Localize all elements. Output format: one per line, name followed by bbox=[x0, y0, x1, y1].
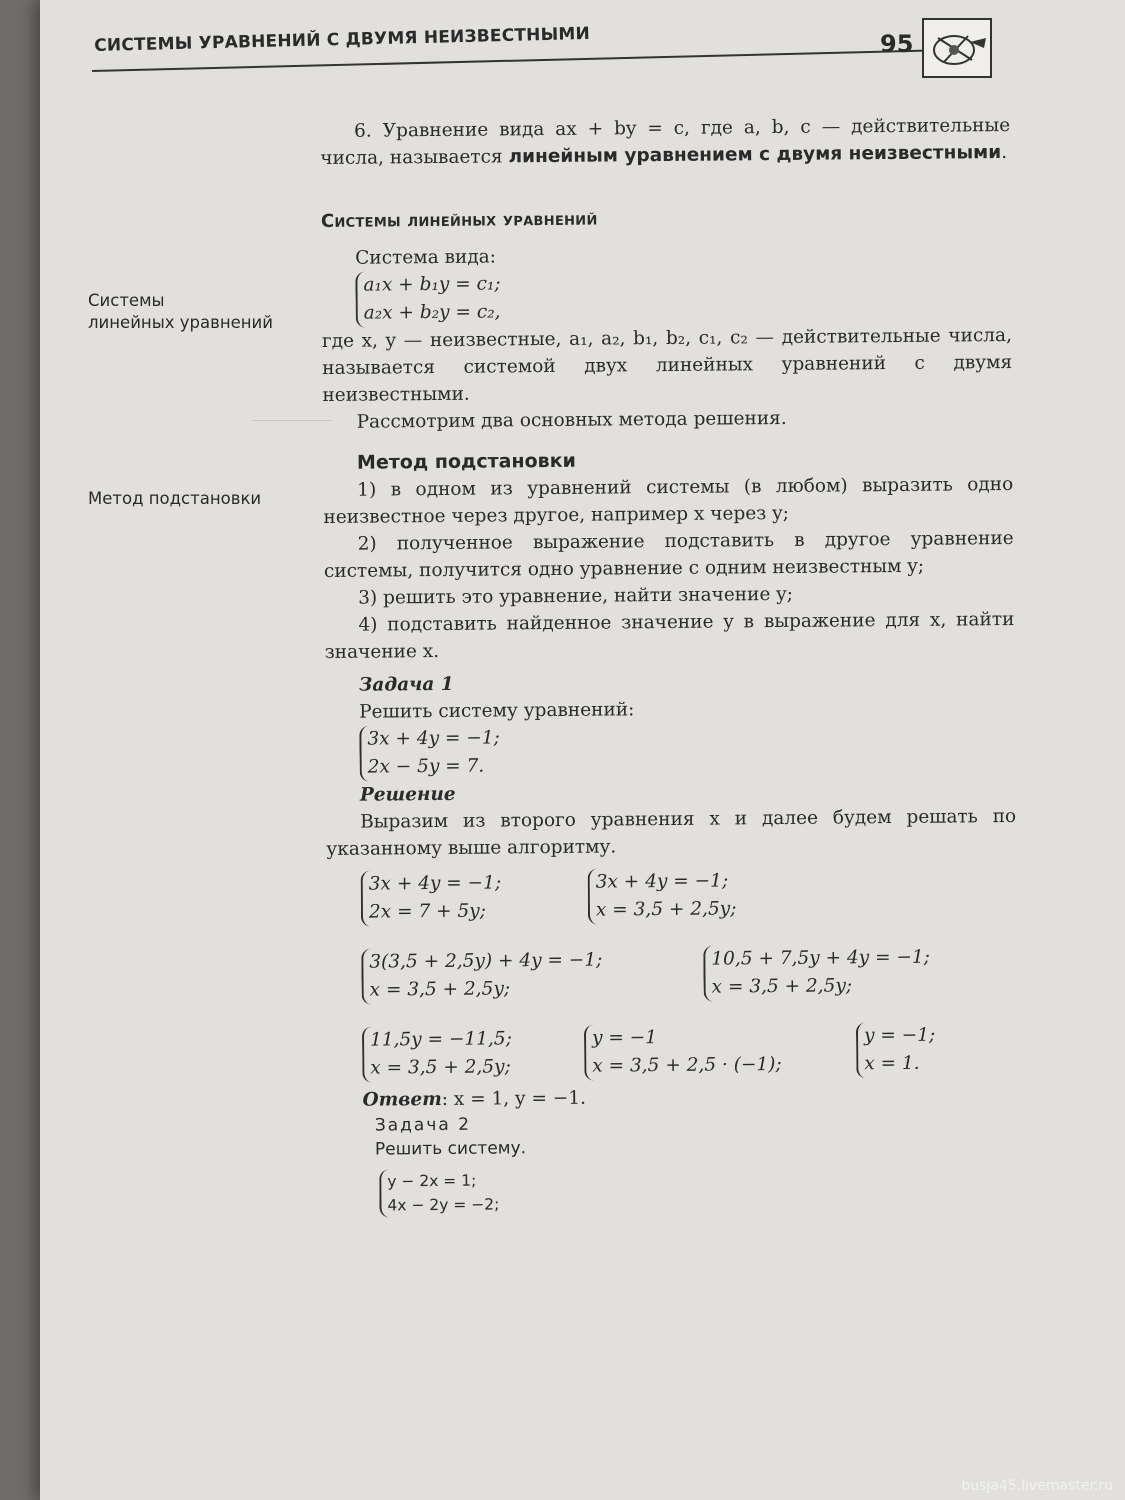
answer-label: Ответ bbox=[362, 1088, 442, 1111]
equation: y − 2x = 1; bbox=[387, 1171, 477, 1191]
item-6 bbox=[320, 112, 1010, 172]
step-2: 2) полученное выражение подставить в другое уравнение системы, получится одно уравнение с одним неизвестным y; bbox=[323, 527, 1014, 582]
method-title: Метод подстановки bbox=[356, 449, 576, 474]
running-head: СИСТЕМЫ УРАВНЕНИЙ С ДВУМЯ НЕИЗВЕСТНЫМИ bbox=[94, 23, 591, 56]
general-system bbox=[355, 270, 501, 327]
equation: y = −1 bbox=[591, 1027, 658, 1049]
equation: 3x + 4y = −1; bbox=[367, 727, 500, 750]
margin-note-line: Системы bbox=[88, 291, 165, 310]
equation: x = 3,5 + 2,5 · (−1); bbox=[592, 1054, 782, 1077]
equation: 10,5 + 7,5y + 4y = −1; bbox=[711, 946, 931, 970]
equation: 3x + 4y = −1; bbox=[368, 872, 502, 895]
main-text bbox=[320, 112, 1020, 1218]
equation: 4x − 2y = −2; bbox=[387, 1195, 500, 1215]
solution-system bbox=[584, 1022, 842, 1080]
solution-text: Выразим из второго уравнения x и далее будем решать по указанному выше алгоритму. bbox=[326, 805, 1017, 860]
solution-row-2 bbox=[327, 943, 1017, 1005]
page-number: 95 bbox=[880, 30, 914, 58]
bleed-through bbox=[252, 420, 332, 461]
step-4: 4) подставить найденное значение y в выражение для x, найти значение x. bbox=[324, 608, 1015, 663]
solution-title: Решение bbox=[359, 783, 456, 806]
margin-note-substitution: Метод подстановки bbox=[88, 489, 262, 508]
equation: x = 1. bbox=[864, 1052, 920, 1075]
task-2-system bbox=[379, 1168, 499, 1217]
solution-row-1 bbox=[327, 865, 1017, 927]
equation: 2x − 5y = 7. bbox=[367, 755, 485, 778]
solution-system bbox=[588, 867, 737, 924]
equation: x = 3,5 + 2,5y; bbox=[370, 1056, 511, 1079]
chapter-emblem-icon bbox=[922, 18, 992, 78]
equation: 3x + 4y = −1; bbox=[595, 870, 729, 893]
step-3: 3) решить это уравнение, найти значение y; bbox=[358, 583, 794, 609]
equation: 11,5y = −11,5; bbox=[369, 1028, 512, 1051]
equation: x = 3,5 + 2,5y; bbox=[595, 898, 737, 921]
solution-system bbox=[361, 946, 689, 1005]
solution-system bbox=[362, 1025, 570, 1083]
section-title: Системы линейных уравнений bbox=[320, 208, 598, 232]
task-2-title: Задача 2 bbox=[374, 1114, 472, 1136]
equation: x = 3,5 + 2,5y; bbox=[711, 975, 853, 998]
item-6-bold-term: линейным уравнением с двумя неизвестными bbox=[508, 142, 1002, 168]
methods-intro: Рассмотрим два основных метода решения. bbox=[356, 407, 787, 433]
item-6-end: . bbox=[1001, 142, 1008, 164]
general-description: где x, y — неизвестные, a₁, a₂, b₁, b₂, c₁, c₂ — действительные числа, называется системой двух линейных уравнений с двумя неизвестными. bbox=[321, 324, 1013, 406]
solution-system bbox=[703, 944, 930, 1002]
equation: 3(3,5 + 2,5y) + 4y = −1; bbox=[369, 949, 603, 973]
equation: y = −1; bbox=[863, 1024, 936, 1047]
task-1-text: Решить систему уравнений: bbox=[359, 699, 635, 723]
equation: a₂x + b₂y = c₂, bbox=[363, 301, 501, 324]
task-2-text: Решить систему. bbox=[374, 1138, 527, 1160]
item-6-text: 6. Уравнение вида ax + by = c, где a, b, c — действительные числа, называется bbox=[320, 114, 1011, 169]
answer-value: : x = 1, y = −1. bbox=[441, 1087, 587, 1110]
system-intro: Система вида: bbox=[355, 246, 497, 269]
task-2 bbox=[375, 1108, 1020, 1218]
equation: a₁x + b₁y = c₁; bbox=[363, 273, 501, 296]
equation: 2x = 7 + 5y; bbox=[368, 900, 486, 923]
equation: x = 3,5 + 2,5y; bbox=[369, 978, 511, 1001]
solution-row-3 bbox=[328, 1021, 1018, 1083]
margin-note-line: линейных уравнений bbox=[88, 313, 274, 332]
solution-system bbox=[856, 1022, 936, 1079]
watermark: busja45.livemaster.ru bbox=[961, 1478, 1113, 1494]
task-1-system bbox=[359, 724, 500, 781]
solution-system bbox=[361, 869, 574, 927]
margin-note-systems bbox=[88, 290, 273, 334]
task-1-title: Задача 1 bbox=[358, 673, 454, 696]
step-1: 1) в одном из уравнений системы (в любом) выразить одно неизвестное через другое, например x через y; bbox=[323, 473, 1014, 528]
book-page bbox=[40, 0, 1125, 1500]
